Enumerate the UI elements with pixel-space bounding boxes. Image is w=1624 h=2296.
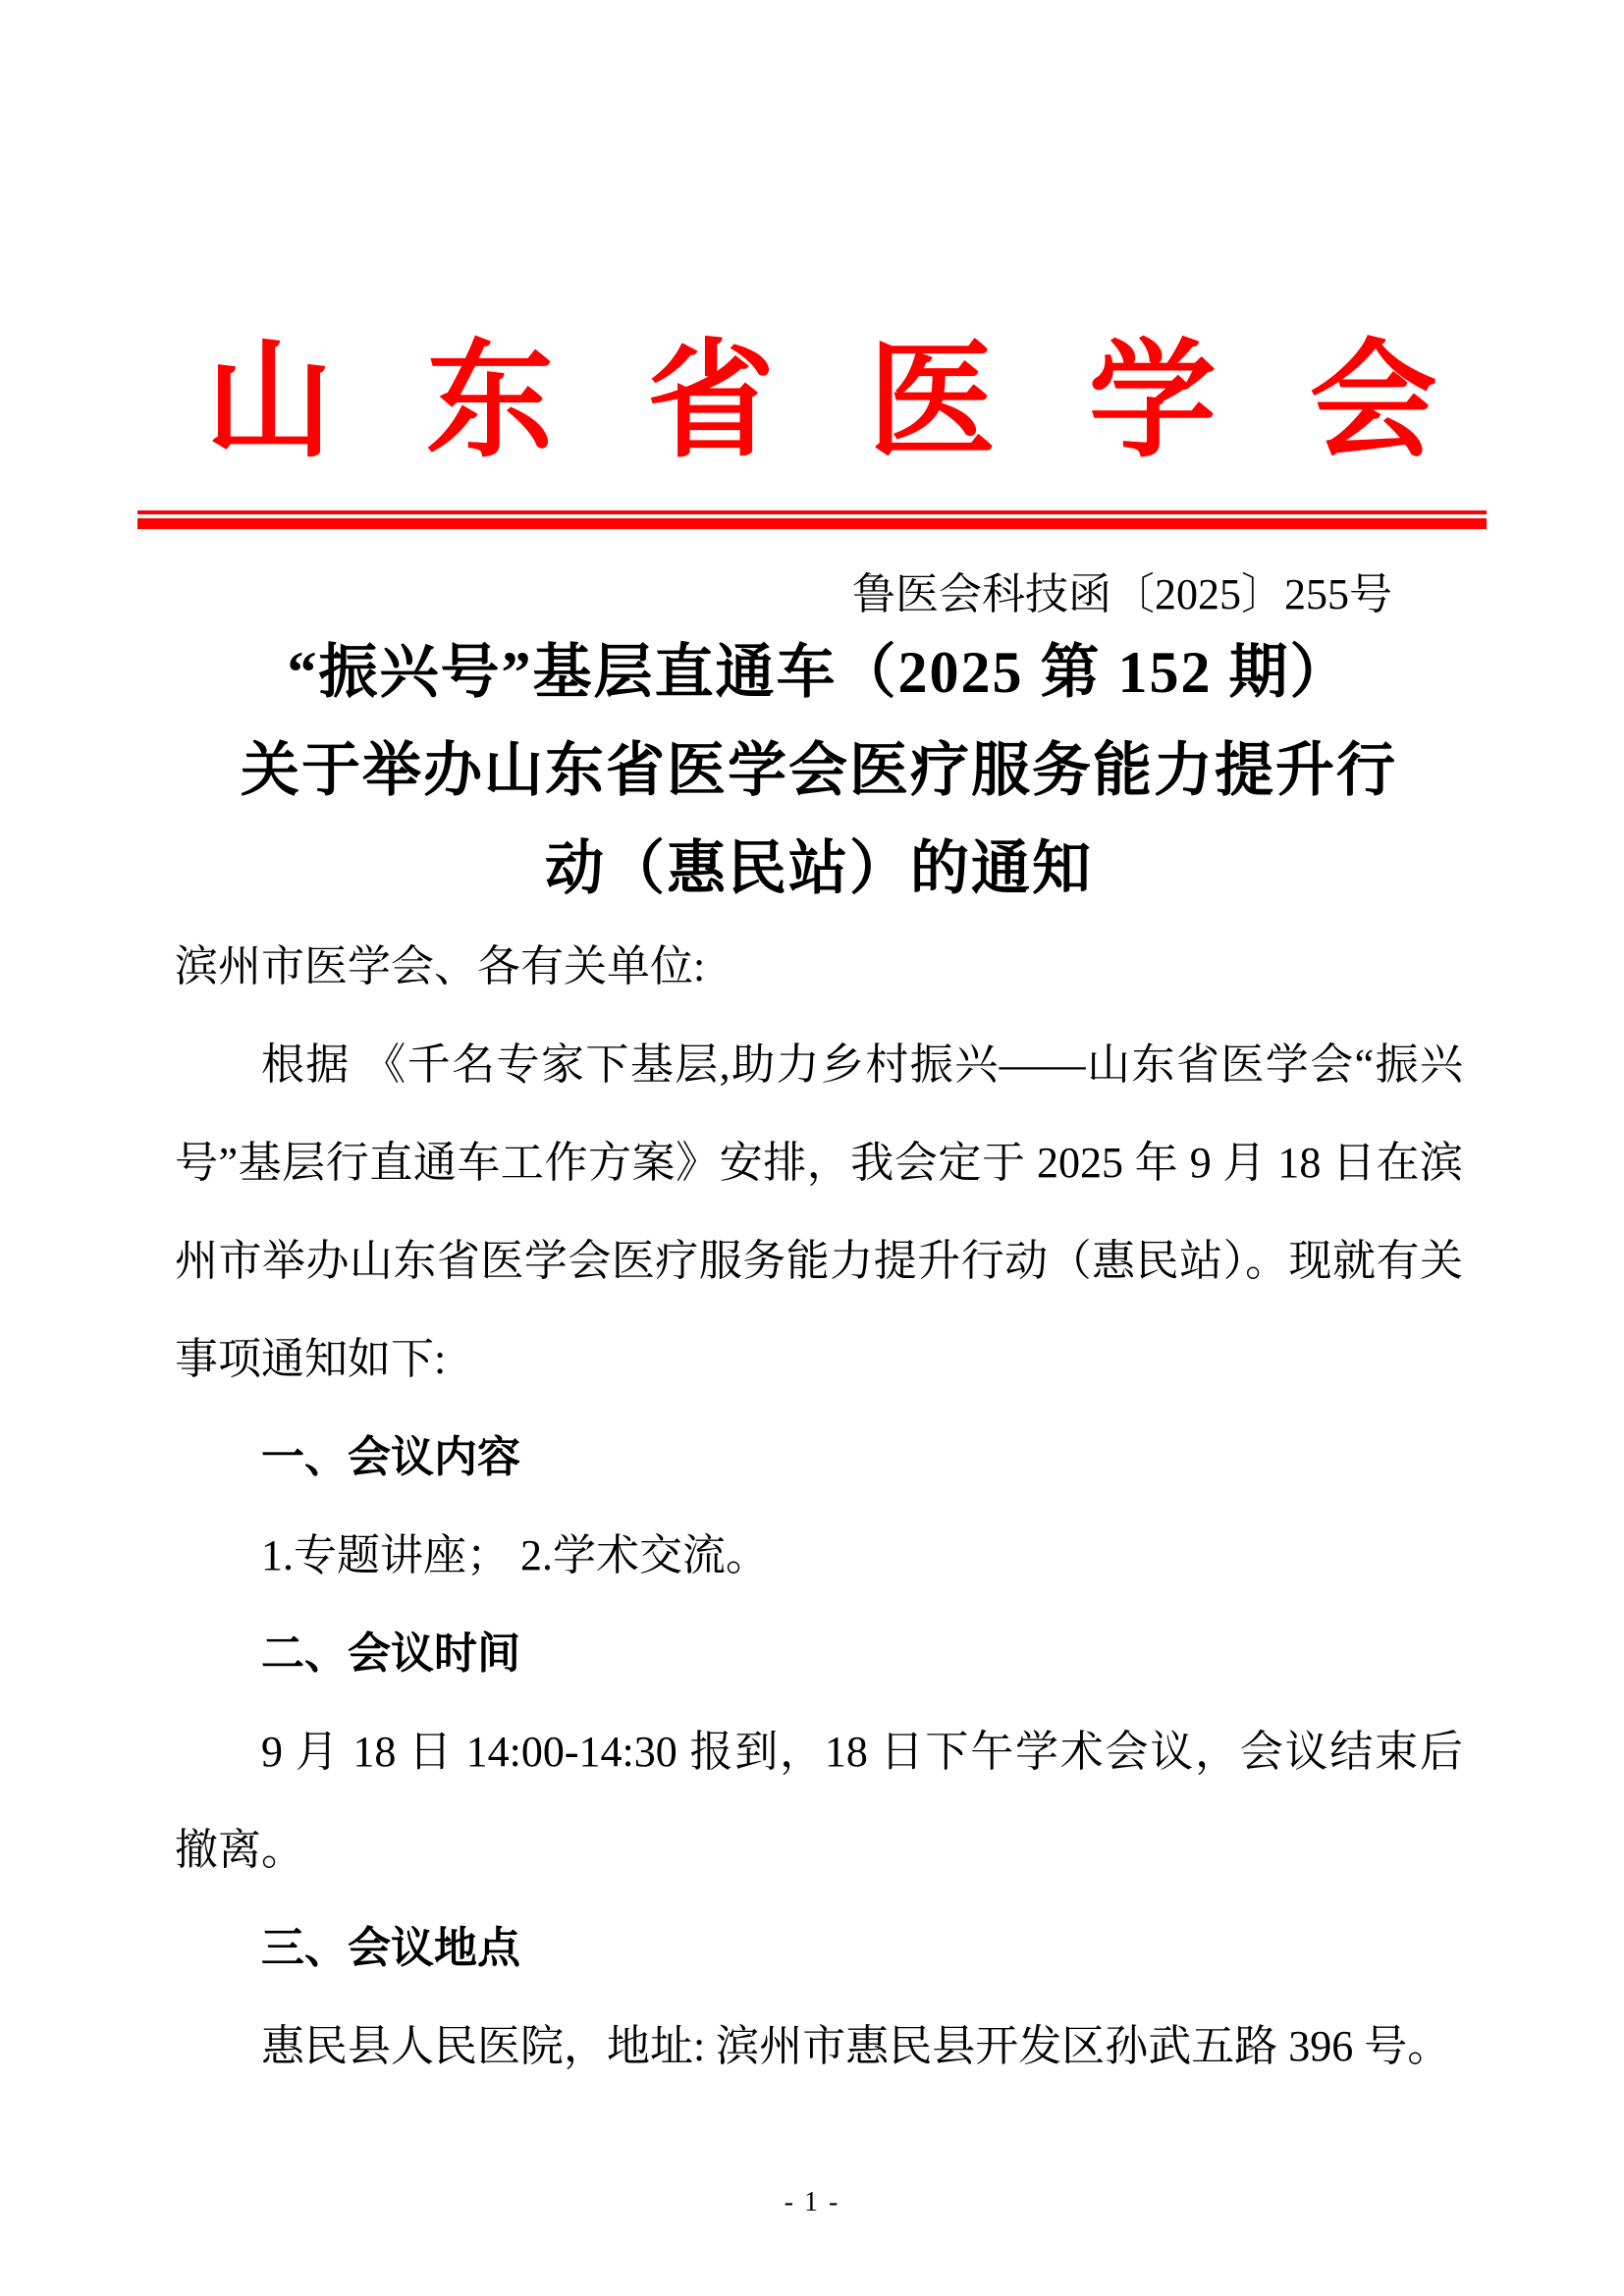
- document-reference-number: 鲁医会科技函〔2025〕255号: [852, 570, 1392, 618]
- masthead-divider-rule: [137, 510, 1487, 529]
- body-paragraph: 惠民县人民医院，地址: 滨州市惠民县开发区孙武五路 396 号。: [261, 2022, 1451, 2070]
- body-paragraph: 1.专题讲座； 2.学术交流。: [261, 1531, 769, 1579]
- document-title: [175, 623, 1463, 918]
- page-number: - 1 -: [784, 2187, 840, 2217]
- body-paragraph: 9 月 18 日 14:00-14:30 报到，18 日下午学术会议，会议结束后撤离。: [175, 1728, 1463, 1874]
- salutation-line: 滨州市医学会、各有关单位:: [175, 942, 706, 990]
- section-heading: 一、会议内容: [261, 1433, 520, 1481]
- document-body: [175, 918, 1463, 2096]
- org-masthead-title: 山 东 省 医 学 会: [205, 332, 1468, 473]
- document-title-line-3: 动（惠民站）的通知: [545, 836, 1093, 901]
- document-title-line-2: 关于举办山东省医学会医疗服务能力提升行: [241, 738, 1397, 803]
- section-heading: 二、会议时间: [261, 1629, 520, 1678]
- body-paragraph: 根据 《千名专家下基层,助力乡村振兴——山东省医学会“振兴号”基层行直通车工作方案》安排，我会定于 2025 年 9 月 18 日在滨州市举办山东省医学会医疗服务能力提升行动（惠民站）。现就有关事项通知如下:: [175, 1041, 1463, 1383]
- document-title-line-1: “振兴号”基层直通车（2025 第 152 期）: [287, 640, 1351, 705]
- section-heading: 三、会议地点: [261, 1924, 520, 1972]
